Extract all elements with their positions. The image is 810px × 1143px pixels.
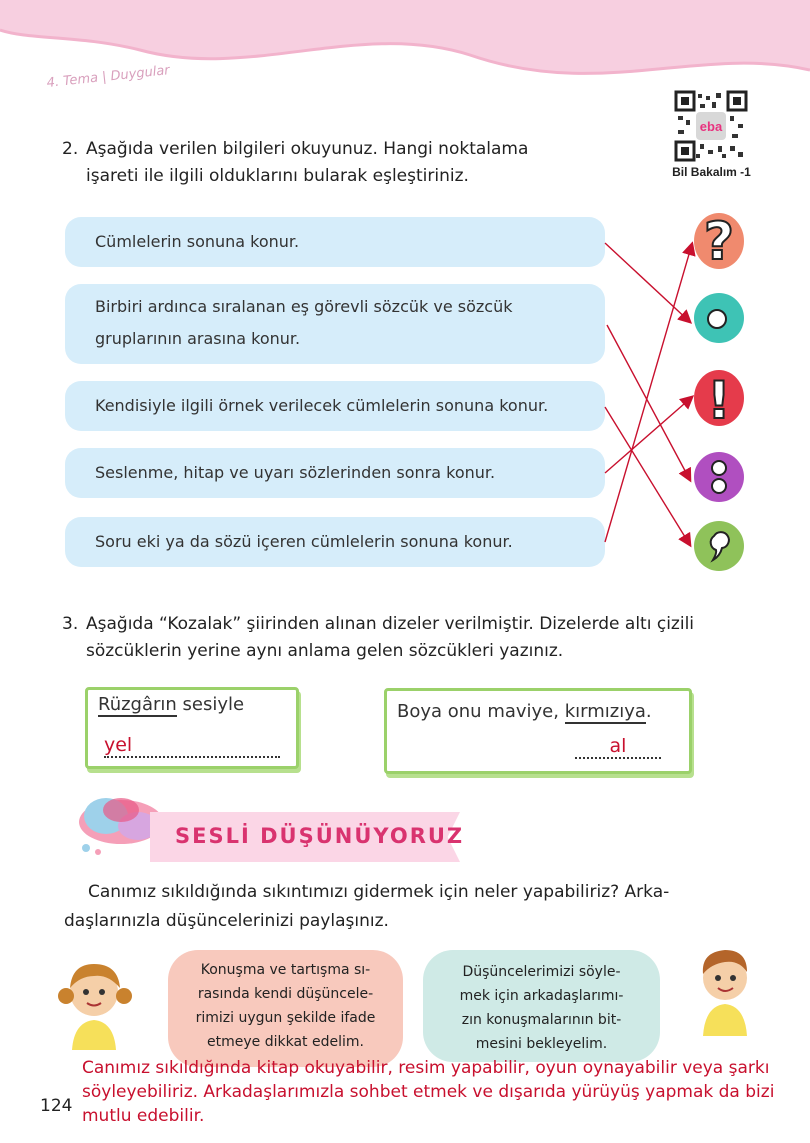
- bubble-line: etmeye dikkat edelim.: [207, 1034, 364, 1050]
- answer-text: al: [609, 735, 627, 757]
- bubble-line: rasında kendi düşüncele-: [197, 986, 374, 1002]
- theme-label: 4. Tema | Duygular: [46, 63, 171, 91]
- info-text: Birbiri ardınca sıralanan eş görevli sözcük ve sözcük: [95, 297, 513, 316]
- question-line: Aşağıda “Kozalak” şiirinden alınan dizeler verilmiştir. Dizelerde altı çizili: [86, 614, 695, 634]
- answer-line: söyleyebiliriz. Arkadaşlarımızla sohbet etmek ve dışarıda yürüyüş yapmak da bizi: [82, 1082, 775, 1102]
- answer-line: mutlu edebilir.: [82, 1106, 205, 1126]
- card-text: sesiyle: [176, 694, 245, 715]
- boy-illustration: [685, 936, 765, 1036]
- bubble-line: rimizi uygun şekilde ifade: [195, 1010, 376, 1026]
- bubble-line: mesini bekleyelim.: [475, 1036, 608, 1052]
- svg-text:!: !: [707, 371, 731, 426]
- paragraph: [64, 878, 788, 936]
- underlined-word: kırmızıya: [564, 701, 646, 722]
- info-text: gruplarının arasına konur.: [95, 329, 301, 348]
- card-text: .: [645, 701, 652, 722]
- info-text: Soru eki ya da sözü içeren cümlelerin sonuna konur.: [95, 532, 513, 551]
- answer-text-block[interactable]: [82, 1056, 802, 1128]
- answer-card-1: [85, 687, 299, 769]
- girl-illustration: [44, 950, 144, 1050]
- qr-logo: eba: [699, 119, 723, 134]
- question-number: 2.: [62, 139, 79, 159]
- info-text: Cümlelerin sonuna konur.: [95, 232, 300, 251]
- bubble-line: Düşüncelerimizi söyle-: [462, 964, 621, 980]
- bubble-line: zın konuşmalarının bit-: [461, 1012, 622, 1028]
- banner-title: SESLİ DÜŞÜNÜYORUZ: [175, 824, 465, 848]
- question-line: işareti ile ilgili olduklarını bularak eşleştiriniz.: [86, 166, 469, 186]
- answer-field-1[interactable]: [104, 734, 280, 758]
- bubble-line: Konuşma ve tartışma sı-: [200, 962, 371, 978]
- question-line: Aşağıda verilen bilgileri okuyunuz. Hangi noktalama: [86, 139, 529, 159]
- answer-field-2[interactable]: [575, 735, 661, 759]
- speech-bubble-pink: [168, 950, 403, 1067]
- paragraph-line: daşlarınızla düşüncelerinizi paylaşınız.: [64, 911, 389, 931]
- card-text: Boya onu maviye,: [397, 701, 565, 722]
- question-line: sözcüklerin yerine aynı anlama gelen sözcükleri yazınız.: [86, 641, 564, 661]
- underlined-word: Rüzgârın: [98, 694, 177, 715]
- question-3: [62, 611, 787, 665]
- svg-text:?: ?: [703, 213, 735, 269]
- bubble-line: mek için arkadaşlarımı-: [459, 988, 624, 1004]
- info-text: Seslenme, hitap ve uyarı sözlerinden sonra konur.: [95, 463, 496, 482]
- answer-text: yel: [104, 734, 133, 756]
- speech-bubble-green: [423, 950, 660, 1062]
- info-text: Kendisiyle ilgili örnek verilecek cümlelerin sonuna konur.: [95, 396, 549, 415]
- question-number: 3.: [62, 614, 79, 634]
- paragraph-line: Canımız sıkıldığında sıkıntımızı gidermek için neler yapabiliriz? Arka-: [88, 882, 670, 902]
- page-number: 124: [40, 1096, 73, 1116]
- answer-card-2: [384, 688, 692, 774]
- answer-line: Canımız sıkıldığında kitap okuyabilir, resim yapabilir, oyun oynayabilir veya şarkı: [82, 1058, 770, 1078]
- qr-caption: Bil Bakalım -1: [672, 165, 751, 179]
